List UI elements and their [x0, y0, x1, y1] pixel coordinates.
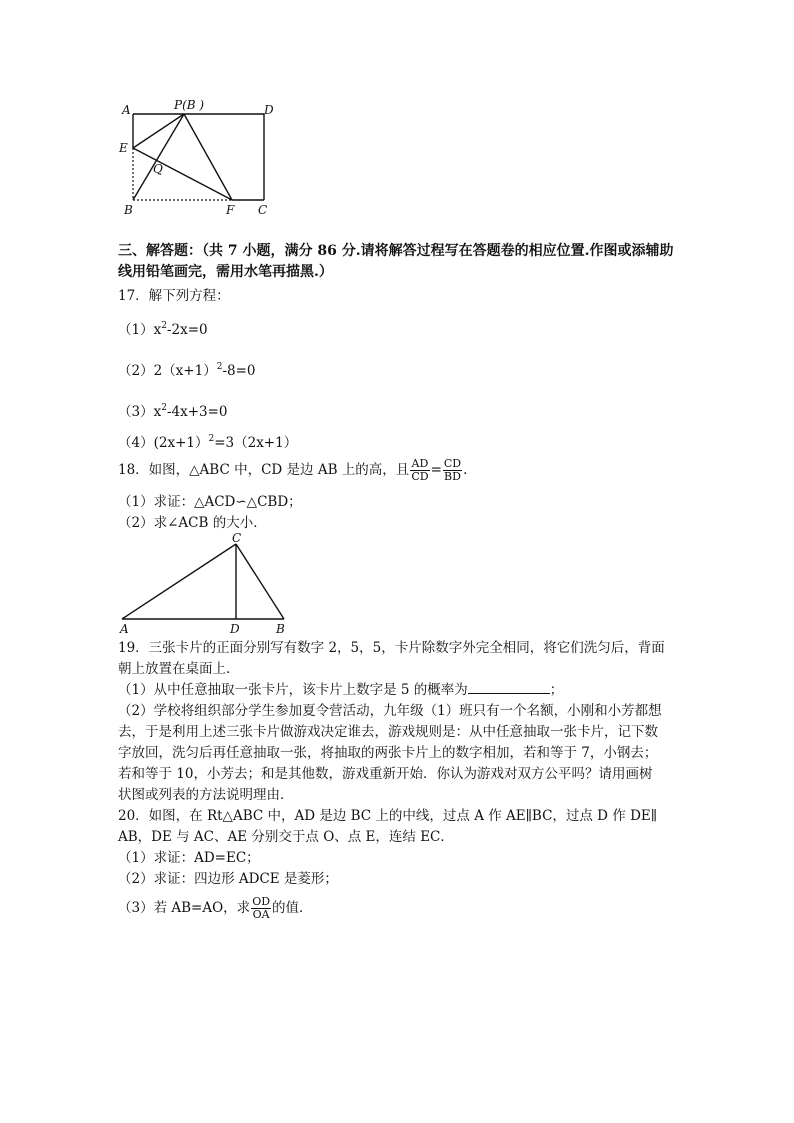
q19-line7: 若和等于 10，小芳去；和是其他数，游戏重新开始．你认为游戏对双方公平吗？请用画树	[118, 766, 653, 782]
q20-frac-den: OA	[252, 908, 270, 921]
q19-line8: 状图或列表的方法说明理由．	[118, 787, 294, 803]
q17-part4-a: (2x+1）	[153, 435, 209, 451]
q19-line1: 19．三张卡片的正面分别写有数字 2，5，5，卡片除数字外完全相同，将它们洗匀后，背面	[118, 640, 665, 656]
q17-part2-a: 2（x+1）	[153, 363, 217, 379]
q17-part2-label: （2）	[118, 363, 154, 379]
segment-EP	[133, 114, 184, 148]
q17-title: 17．解下列方程：	[118, 288, 230, 304]
section-heading-line1: 三、解答题：（共 7 小题，满分 86 分.请将解答过程写在答题卷的相应位置.作图或添辅助	[118, 243, 674, 259]
label-A2: A	[120, 622, 129, 636]
q17-part4-exp: 2	[208, 434, 215, 444]
label-C: C	[258, 203, 268, 217]
label-P: P(B )	[174, 98, 205, 112]
triangle-altitude-figure	[112, 530, 302, 640]
q17-part3-b: -4x+3=0	[166, 404, 228, 420]
q17-part2-exp: 2	[216, 362, 223, 372]
label-Q: Q	[153, 162, 163, 176]
q18-equals: =	[430, 462, 442, 478]
q20-frac-num: OD	[252, 895, 271, 908]
q18-frac1-num: AD	[411, 457, 429, 470]
segment-AC	[122, 544, 236, 619]
q17-part3-a: x	[153, 404, 162, 420]
rectangle-fold-figure	[112, 96, 282, 220]
q20-line3: （1）求证：AD=EC；	[118, 850, 260, 866]
q17-part4-b: =3（2x+1）	[214, 435, 298, 451]
q18-fraction-2	[443, 458, 462, 483]
q19-line3	[118, 680, 563, 700]
q19-line6: 字放回，洗匀后再任意抽取一张，将抽取的两张卡片上的数字相加，若和等于 7，小钢去；	[118, 745, 658, 761]
q17-part3-label: （3）	[118, 404, 154, 420]
section-heading-line2: 线用铅笔画完，需用水笔再描黑.）	[118, 264, 333, 280]
q20-line4: （2）求证：四边形 ADCE 是菱形；	[118, 871, 338, 887]
q17-part1	[118, 316, 208, 340]
q17-part4-label: （4）	[118, 435, 154, 451]
label-B: B	[124, 203, 133, 217]
q17-part4	[118, 429, 297, 453]
q17-part2	[118, 357, 256, 381]
q18-stem-end: .	[463, 462, 468, 478]
q19-line5: 去，于是利用上述三张卡片做游戏决定谁去，游戏规则是：从中任意抽取一张卡片，记下数	[118, 724, 658, 740]
q19-line3-text: （1）从中任意抽取一张卡片，该卡片上数字是 5 的概率为	[118, 682, 468, 698]
q17-part1-a: x	[153, 322, 162, 338]
q18-stem	[118, 455, 467, 485]
q17-part1-b: -2x=0	[166, 322, 208, 338]
q20-line1: 20．如图，在 Rt△ABC 中，AD 是边 BC 上的中线，过点 A 作 AE∥BC，过点 D 作 DE∥	[118, 808, 658, 824]
q18-frac1-den: CD	[411, 470, 429, 483]
label-B2: B	[276, 622, 285, 636]
q18-fraction-1	[410, 458, 429, 483]
label-C2: C	[232, 531, 242, 545]
label-A: A	[122, 103, 131, 117]
q17-part1-label: （1）	[118, 322, 154, 338]
section-heading	[118, 241, 678, 283]
label-D: D	[264, 103, 274, 117]
q18-frac2-num: CD	[443, 457, 462, 470]
label-E: E	[119, 141, 128, 155]
q19-line2: 朝上放置在桌面上．	[118, 661, 240, 677]
q20-line5-end: 的值．	[272, 900, 313, 916]
segment-BP	[133, 114, 184, 200]
q18-stem-text: 18．如图，△ABC 中，CD 是边 AB 上的高，且	[118, 462, 410, 478]
label-D2: D	[230, 622, 240, 636]
label-F: F	[226, 203, 235, 217]
segment-CB	[236, 544, 284, 619]
q20-line5-text: （3）若 AB=AO，求	[118, 900, 251, 916]
q19-answer-blank	[468, 681, 550, 694]
q17-part2-b: -8=0	[222, 363, 256, 379]
q17-part1-exp: 2	[161, 321, 167, 331]
q18-part1: （1）求证：△ACD∽△CBD；	[118, 494, 302, 510]
q18-frac2-den: BD	[444, 470, 461, 483]
q20-line5	[118, 893, 313, 923]
q20-fraction	[251, 896, 271, 921]
q17-part3	[118, 398, 228, 422]
q20-line2: AB，DE 与 AC、AE 分别交于点 O、点 E，连结 EC．	[118, 829, 454, 845]
q18-part2: （2）求∠ACB 的大小．	[118, 515, 267, 531]
q19-line4: （2）学校将组织部分学生参加夏令营活动，九年级（1）班只有一个名额，小刚和小芳都想	[118, 703, 662, 719]
q19-line3-end: ；	[549, 682, 564, 698]
q17-part3-exp: 2	[161, 403, 167, 413]
